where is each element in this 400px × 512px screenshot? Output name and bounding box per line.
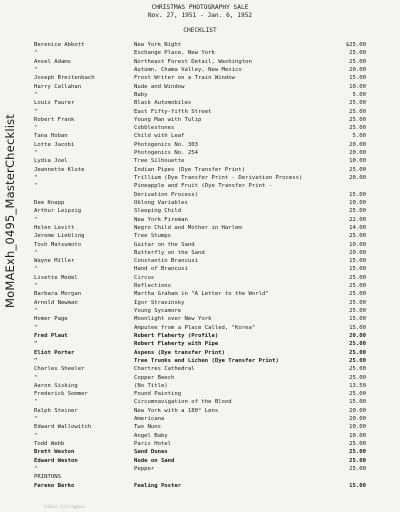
checklist-row bbox=[0, 241, 400, 249]
row-title: Amputee from a Place Called, "Korea" bbox=[134, 324, 256, 331]
row-price: 15.00 bbox=[349, 399, 366, 406]
row-artist: " bbox=[34, 91, 38, 98]
row-title: Two Nuns bbox=[134, 424, 161, 431]
row-title: Baby bbox=[134, 91, 148, 98]
row-title: Circumnavigation of the Blood bbox=[134, 399, 232, 406]
row-title: Black Automobiles bbox=[134, 100, 192, 107]
row-title: Sand Dunes bbox=[134, 449, 168, 456]
row-price: 25.00 bbox=[349, 58, 366, 65]
checklist-row bbox=[0, 216, 400, 224]
checklist-row bbox=[0, 457, 400, 465]
row-price: 20.00 bbox=[349, 416, 366, 423]
row-price: 25.00 bbox=[349, 341, 366, 348]
checklist-row bbox=[0, 74, 400, 82]
checklist-row bbox=[0, 290, 400, 298]
row-title: Young Man with Tulip bbox=[134, 116, 202, 123]
row-title: Constantin Brancusi bbox=[134, 258, 198, 265]
checklist-row bbox=[0, 49, 400, 57]
row-artist: " bbox=[34, 249, 38, 256]
row-title: (No Title) bbox=[134, 382, 168, 389]
row-artist: " bbox=[34, 416, 38, 423]
row-price: 25.00 bbox=[349, 100, 366, 107]
checklist-row bbox=[0, 191, 400, 199]
row-price: 25.00 bbox=[349, 457, 366, 464]
checklist-row bbox=[0, 390, 400, 398]
checklist-row bbox=[0, 149, 400, 157]
checklist-row bbox=[0, 423, 400, 431]
row-title: Igor Stravinsky bbox=[134, 299, 185, 306]
row-artist: Barbara Morgan bbox=[34, 291, 82, 298]
row-artist: Todd Webb bbox=[34, 441, 65, 447]
document-dates: Nov. 27, 1951 - Jan. 6, 1952 bbox=[147, 12, 253, 19]
row-title: Photogenics No. 254 bbox=[134, 150, 198, 157]
row-price: 25.00 bbox=[349, 449, 366, 456]
row-title: East Fifty-fifth Street bbox=[134, 108, 212, 115]
checklist-row bbox=[0, 315, 400, 323]
row-artist: " bbox=[34, 125, 38, 132]
row-price: 5.00 bbox=[352, 91, 366, 98]
row-title: Autumn, Chama Valley, New Mexico bbox=[134, 66, 242, 73]
row-title: Guitar on the Sand bbox=[134, 241, 195, 248]
row-title: Found Painting bbox=[134, 391, 182, 398]
row-title: Tree Stumps bbox=[134, 233, 172, 240]
row-artist: " bbox=[34, 266, 38, 273]
row-title: Sleeping Child bbox=[134, 208, 182, 215]
checklist-row bbox=[0, 307, 400, 315]
row-price: 25.00 bbox=[349, 166, 366, 173]
checklist-table bbox=[0, 41, 400, 490]
row-price: 20.00 bbox=[349, 249, 366, 256]
row-title: Reflections bbox=[134, 283, 172, 290]
row-price: 25.00 bbox=[349, 125, 366, 132]
row-price: $25.00 bbox=[345, 42, 366, 48]
row-artist: " bbox=[34, 308, 38, 314]
row-artist: Louis Faurer bbox=[34, 100, 75, 107]
row-price: 25.00 bbox=[349, 233, 366, 240]
checklist-row bbox=[0, 340, 400, 348]
row-price: 20.00 bbox=[349, 175, 366, 181]
row-title: Nude and Window bbox=[134, 83, 185, 90]
checklist-row bbox=[0, 83, 400, 91]
checklist-row bbox=[0, 91, 400, 99]
checklist-row bbox=[0, 407, 400, 415]
checklist-row bbox=[0, 99, 400, 107]
row-artist: Fred Plaut bbox=[34, 332, 68, 339]
row-title: Trillium (Dye Transfer Print - Derivation Process) bbox=[134, 175, 303, 181]
checklist-row bbox=[0, 116, 400, 124]
row-artist: " bbox=[34, 175, 38, 181]
row-price: 25.00 bbox=[349, 208, 366, 215]
row-artist: Tosh Matsumoto bbox=[34, 241, 82, 248]
row-title: Paris Hotel bbox=[134, 441, 172, 447]
checklist-row bbox=[0, 232, 400, 240]
checklist-row bbox=[0, 257, 400, 265]
row-title: New York Night bbox=[134, 42, 182, 48]
row-title: New York Fireman bbox=[134, 216, 188, 223]
row-price: 25.00 bbox=[349, 374, 366, 381]
row-artist: Charles Sheeler bbox=[34, 366, 85, 373]
checklist-row bbox=[0, 207, 400, 215]
row-price: 10.00 bbox=[349, 158, 366, 165]
row-artist: Fereno Berko bbox=[34, 482, 75, 489]
row-title: Angel Baby bbox=[134, 432, 168, 439]
row-price: 25.00 bbox=[349, 357, 366, 364]
row-artist: " bbox=[34, 50, 38, 57]
row-artist: " bbox=[34, 183, 38, 190]
row-artist: Lydia Joel bbox=[34, 158, 68, 165]
row-artist: Joseph Breitenbach bbox=[34, 75, 95, 82]
row-title: Child with Leaf bbox=[134, 133, 185, 140]
row-title: Tree Silhouette bbox=[134, 158, 185, 165]
checklist-row bbox=[0, 249, 400, 257]
row-title: Hand of Brancusi bbox=[134, 266, 188, 273]
row-title: Aspens (Dye transfer Print) bbox=[134, 349, 225, 356]
row-artist: Lotte Jacobi bbox=[34, 141, 75, 148]
row-title: Exchange Place, New York bbox=[134, 50, 215, 57]
row-title: Northeast Forest Detail, Washington bbox=[134, 58, 252, 65]
checklist-row bbox=[0, 473, 400, 481]
row-artist: Frederick Sommer bbox=[34, 391, 88, 398]
row-price: 15.00 bbox=[349, 75, 366, 82]
row-price: 20.00 bbox=[349, 141, 366, 148]
row-title: Oblong Variables bbox=[134, 199, 188, 206]
row-artist: Ansel Adams bbox=[34, 58, 72, 65]
row-artist: " bbox=[34, 150, 38, 157]
row-price: 14.00 bbox=[349, 224, 366, 231]
row-title: Martha Graham in "A Letter to the World" bbox=[134, 291, 269, 298]
row-title: Feeling Poster bbox=[134, 482, 182, 489]
row-price: 25.00 bbox=[349, 308, 366, 314]
row-artist: Edward Weston bbox=[34, 457, 78, 464]
row-artist: Eliot Porter bbox=[34, 349, 75, 356]
checklist-row bbox=[0, 357, 400, 365]
checklist-row bbox=[0, 108, 400, 116]
row-artist: Aaron Sisking bbox=[34, 382, 78, 389]
row-price: 10.00 bbox=[349, 199, 366, 206]
checklist-row bbox=[0, 382, 400, 390]
checklist-row bbox=[0, 124, 400, 132]
checklist-row bbox=[0, 58, 400, 66]
checklist-row bbox=[0, 199, 400, 207]
document-subtitle: CHECKLIST bbox=[183, 27, 217, 34]
checklist-row bbox=[0, 374, 400, 382]
row-price: 20.00 bbox=[349, 150, 366, 157]
row-artist: Lisette Model bbox=[34, 274, 78, 281]
row-artist: " bbox=[34, 374, 38, 381]
row-price: 5.00 bbox=[352, 133, 366, 140]
row-title: Derivation Process) bbox=[134, 191, 198, 198]
row-title: Frost Writer on a Train Window bbox=[134, 75, 236, 82]
row-title: Pepper bbox=[134, 465, 155, 472]
row-title: Chartres Cathedral bbox=[134, 366, 195, 373]
archive-side-label: MoMAExh_0495_MasterChecklist bbox=[3, 113, 17, 308]
row-artist: Jerome Liebling bbox=[34, 233, 85, 240]
row-title: Pineapple and Fruit (Dye Transfer Print - bbox=[134, 183, 273, 190]
row-artist: Brett Weston bbox=[34, 449, 75, 456]
row-title: Tree Trunks and Lichen (Dye Transfer Print) bbox=[134, 357, 279, 364]
row-artist: " bbox=[34, 324, 38, 331]
row-title: Circus bbox=[134, 274, 155, 281]
row-price: 25.00 bbox=[349, 291, 366, 298]
checklist-row bbox=[0, 365, 400, 373]
row-title: Butterfly on the Sand bbox=[134, 249, 205, 256]
checklist-row bbox=[0, 224, 400, 232]
checklist-row bbox=[0, 448, 400, 456]
checklist-row bbox=[0, 482, 400, 490]
row-price: 25.00 bbox=[349, 366, 366, 373]
checklist-row bbox=[0, 398, 400, 406]
row-price: 15.00 bbox=[349, 316, 366, 323]
row-title: Moonlight over New York bbox=[134, 316, 212, 323]
checklist-row bbox=[0, 174, 400, 182]
row-price: 22.00 bbox=[349, 216, 366, 223]
checklist-row bbox=[0, 465, 400, 473]
row-artist: Jeannette Klute bbox=[34, 166, 85, 173]
row-artist: Edward Wallowitch bbox=[34, 424, 92, 431]
row-price: 20.00 bbox=[349, 66, 366, 73]
row-price: 25.00 bbox=[349, 349, 366, 356]
row-title: Nude on Sand bbox=[134, 457, 175, 464]
checklist-row bbox=[0, 41, 400, 49]
checklist-row bbox=[0, 157, 400, 165]
row-artist: " bbox=[34, 108, 38, 115]
row-price: 25.00 bbox=[349, 108, 366, 115]
checklist-row bbox=[0, 166, 400, 174]
row-artist: Wayne Miller bbox=[34, 258, 75, 265]
row-artist: Helen Levitt bbox=[34, 224, 75, 231]
checklist-row bbox=[0, 265, 400, 273]
row-artist: Ralph Steiner bbox=[34, 407, 78, 414]
row-price: 15.00 bbox=[349, 266, 366, 273]
row-artist: PRINTONS bbox=[34, 474, 61, 481]
row-artist: Homer Page bbox=[34, 316, 68, 323]
row-price: 25.00 bbox=[349, 299, 366, 306]
row-artist: Robert Frank bbox=[34, 116, 75, 123]
checklist-row bbox=[0, 349, 400, 357]
row-price: 15.00 bbox=[349, 324, 366, 331]
row-artist: " bbox=[34, 66, 38, 73]
row-artist: Harry Callahan bbox=[34, 83, 82, 90]
checklist-row bbox=[0, 324, 400, 332]
row-price: 20.00 bbox=[349, 332, 366, 339]
checklist-row bbox=[0, 132, 400, 140]
row-artist: " bbox=[34, 283, 38, 290]
checklist-row bbox=[0, 66, 400, 74]
checklist-row bbox=[0, 282, 400, 290]
row-title: Photogenics No. 303 bbox=[134, 141, 198, 148]
row-title: Robert Flaherty (Profile) bbox=[134, 332, 219, 339]
document-title: CHRISTMAS PHOTOGRAPHY SALE bbox=[151, 4, 249, 11]
row-title: Indian Pipes (Dye Transfer Print) bbox=[134, 166, 246, 173]
row-price: 15.00 bbox=[349, 482, 366, 489]
row-price: 25.00 bbox=[349, 391, 366, 398]
row-title: Cobblestones bbox=[134, 125, 175, 132]
checklist-row bbox=[0, 141, 400, 149]
row-title: Robert Flaherty with Pipe bbox=[134, 341, 219, 348]
checklist-row bbox=[0, 299, 400, 307]
checklist-row bbox=[0, 440, 400, 448]
row-artist: Arnold Newman bbox=[34, 299, 78, 306]
row-price: 15.00 bbox=[349, 191, 366, 198]
row-price: 15.00 bbox=[349, 258, 366, 265]
row-artist: " bbox=[34, 399, 38, 406]
row-price: 10.00 bbox=[349, 432, 366, 439]
row-artist: " bbox=[34, 216, 38, 223]
checklist-row bbox=[0, 415, 400, 423]
row-price: 10.00 bbox=[349, 83, 366, 90]
row-artist: Berenice Abbott bbox=[34, 42, 85, 48]
row-price: 25.00 bbox=[349, 465, 366, 472]
row-price: 10.00 bbox=[349, 241, 366, 248]
row-price: 13.50 bbox=[349, 382, 366, 389]
row-price: 10.00 bbox=[349, 424, 366, 431]
faint-footer-text: Eddie Callaghan bbox=[44, 505, 85, 510]
row-title: Negro Child and Mother in Harlem bbox=[134, 224, 242, 231]
checklist-row bbox=[0, 332, 400, 340]
row-artist: " bbox=[34, 465, 38, 472]
row-price: 25.00 bbox=[349, 50, 366, 57]
row-price: 20.00 bbox=[349, 407, 366, 414]
row-artist: " bbox=[34, 357, 38, 364]
row-price: 25.00 bbox=[349, 274, 366, 281]
row-artist: " bbox=[34, 432, 38, 439]
row-title: Americana bbox=[134, 416, 165, 423]
row-artist: Tana Hoban bbox=[34, 133, 68, 140]
row-price: 25.00 bbox=[349, 441, 366, 447]
checklist-row bbox=[0, 432, 400, 440]
row-title: Young Sycamore bbox=[134, 308, 182, 314]
row-artist: Arthur Leipzig bbox=[34, 208, 82, 215]
row-title: Copper Beech bbox=[134, 374, 175, 381]
checklist-row bbox=[0, 274, 400, 282]
row-artist: " bbox=[34, 341, 38, 348]
row-price: 25.00 bbox=[349, 283, 366, 290]
checklist-row bbox=[0, 182, 400, 190]
row-artist: Dee Knapp bbox=[34, 199, 65, 206]
row-price: 25.00 bbox=[349, 116, 366, 123]
row-title: New York with a 180° Lens bbox=[134, 407, 219, 414]
